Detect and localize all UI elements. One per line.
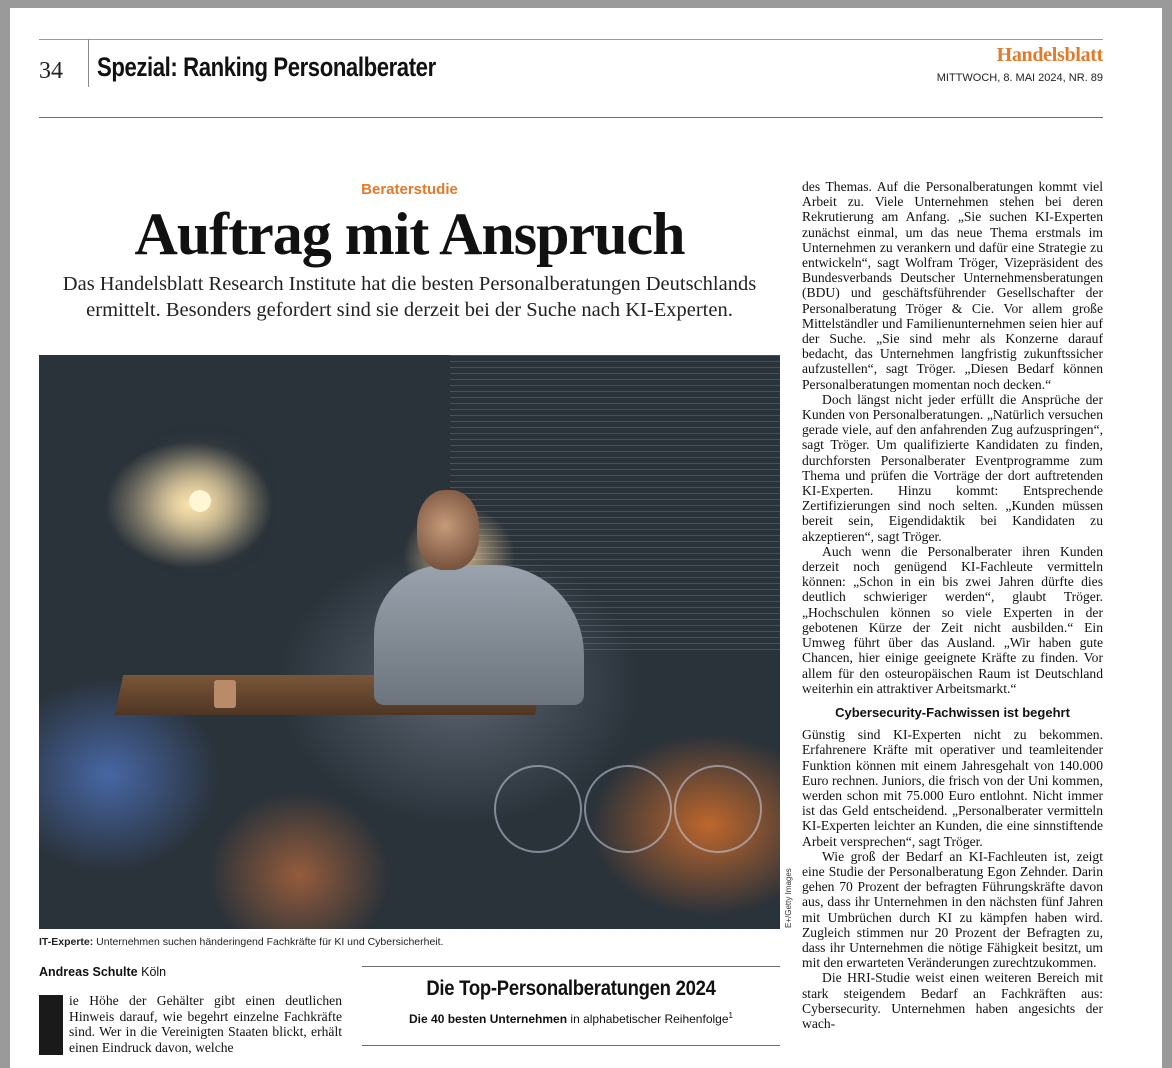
photo-person-head <box>417 490 479 570</box>
box-sub-footnote: 1 <box>728 1011 733 1020</box>
brand-logo: Handelsblatt <box>996 44 1103 66</box>
paragraph: Günstig sind KI-Experten nicht zu bekommen. Erfahrenere Kräfte mit operativer und teamleitender Funktion können mit einem Jahresgehalt von 140.000 Euro rechnen. Juniors, die frisch von der Uni kommen, werden schon mit 75.000 Euro entlohnt. Nicht immer ist das Geld entscheidend. „Personalberater vermitteln KI-Experten leichter an Kunden, die eine sinnstiftende Arbeit versprechen“, sagt Tröger. <box>802 727 1103 849</box>
ranking-box-subtitle <box>362 1011 780 1026</box>
left-body-text: ie Höhe der Gehälter gibt einen deutlichen Hinweis darauf, wie begehrt einzelne Fachkräfte sind. Wer in die Vereinigten Staaten blickt, erhält einen Eindruck davon, welche <box>69 993 342 1055</box>
box-sub-rest: in alphabetischer Reihenfolge <box>567 1012 729 1026</box>
paragraph: Die HRI-Studie weist einen weiteren Bereich mit stark steigendem Bedarf an Fachkräften aus: Cybersecurity. Unternehmen haben angesichts der wach- <box>802 970 1103 1031</box>
paragraph: Doch längst nicht jeder erfüllt die Ansprüche der Kunden von Personalberatungen. „Natürlich versuchen gerade viele, auf den anfahrenden Zug aufzuspringen“, sagt Tröger. Um qualifizierte Kandidaten zu finden, durchforsten Personalberater Eventprogramme zum Thema und prüfen die Vorträge der dort auftretenden KI-Experten. Hinzu kommt: Entsprechende Zertifizierungen sind noch selten. „Kunden müssen bereit sein, Eigendidaktik bei Kandidaten zu akzeptieren“, sagt Tröger. <box>802 391 1103 544</box>
header-divider <box>88 39 89 87</box>
photo-person-body <box>374 565 584 705</box>
box-bottom-rule <box>362 1045 780 1046</box>
photo-caption <box>39 936 780 948</box>
ranking-box-title: Die Top-Personalberatungen 2024 <box>426 977 716 1000</box>
photo-ring <box>674 765 762 853</box>
dateline: MITTWOCH, 8. MAI 2024, NR. 89 <box>936 72 1103 84</box>
box-top-rule <box>362 966 780 967</box>
paragraph: Wie groß der Bedarf an KI-Fachleuten ist, zeigt eine Studie der Personalberatung Egon Zehnder. Darin gehen 70 Prozent der befragten Führungskräfte davon aus, dass ihr Unternehmen in den nächsten fünf Jahren mit Umbrüchen durch KI zu kämpfen haben wird. Zugleich stimmen nur 20 Prozent der Befragten zu, dass ihr Unternehmen die nötige Fähigkeit besitzt, um mit den erwarteten Veränderungen zurechtzukommen. <box>802 848 1103 971</box>
drop-cap <box>39 995 63 1055</box>
photo-mug <box>214 680 236 708</box>
caption-text: Unternehmen suchen händeringend Fachkräfte für KI und Cybersicherheit. <box>93 936 444 948</box>
page-number: 34 <box>39 58 63 84</box>
section-title: Spezial: Ranking Personalberater <box>97 52 436 82</box>
byline-author: Andreas Schulte <box>39 965 138 979</box>
newspaper-page <box>10 8 1162 1068</box>
article-deck: Das Handelsblatt Research Institute hat die besten Personalberatungen Deutschlands ermittelt. Besonders gefordert sind sie derzeit bei der Suche nach KI-Experten. <box>62 273 757 321</box>
right-column <box>802 179 1103 1031</box>
box-sub-bold: Die 40 besten Unternehmen <box>409 1012 568 1026</box>
article-photo <box>39 355 780 929</box>
photo-lamp <box>189 490 211 512</box>
subheading: Cybersecurity-Fachwissen ist begehrt <box>835 704 1070 720</box>
photo-credit: E+/Getty Images <box>784 868 793 928</box>
photo-ring <box>584 765 672 853</box>
article-kicker: Beraterstudie <box>361 181 458 198</box>
byline <box>39 965 166 979</box>
photo-ring <box>494 765 582 853</box>
paragraph: des Themas. Auf die Personalberatungen kommt viel Arbeit zu. Viele Unternehmen stehen bei deren Rekrutierung am Anfang. „Sie suchen KI-Experten zunächst einmal, um das neue Thema erstmals im Unternehmen zu verankern und dafür eine Strategie zu entwickeln“, sagt Wolfram Tröger, Vizepräsident des Bundesverbands Deutscher Unternehmensberatungen (BDU) und geschäftsführender Gesellschafter der Personalberatung Tröger & Cie. Vor allem große Mittelständler und Familienunternehmen seien hier auf der Suche. „Sie sind mehr als Konzerne darauf bedacht, das Unternehmen langfristig zukunftssicher aufzustellen“, sagt Tröger. „Diesen Bedarf können Personalberatungen momentan noch decken.“ <box>802 179 1103 392</box>
header-top-rule <box>39 39 1103 40</box>
byline-city: Köln <box>137 965 167 979</box>
article-headline: Auftrag mit Anspruch <box>134 201 685 267</box>
header-bottom-rule <box>39 117 1103 118</box>
left-column <box>39 993 342 1055</box>
paragraph: Auch wenn die Personalberater ihren Kunden derzeit noch genügend KI-Fachleute vermitteln können: „Schon in ein bis zwei Jahren dürfte dies deutlich schwieriger werden“, glaubt Tröger. „Hochschulen können so viele Experten in der gebotenen Kürze der Zeit nicht ausbilden.“ Ein Umweg führt über das Ausland. „Wir haben gute Chancen, hier einige geeignete Kräfte zu finden. Vor allem für den osteuropäischen Raum ist Deutschland weiterhin ein attraktiver Arbeitsmarkt.“ <box>802 543 1103 696</box>
caption-label: IT-Experte: <box>39 936 94 948</box>
